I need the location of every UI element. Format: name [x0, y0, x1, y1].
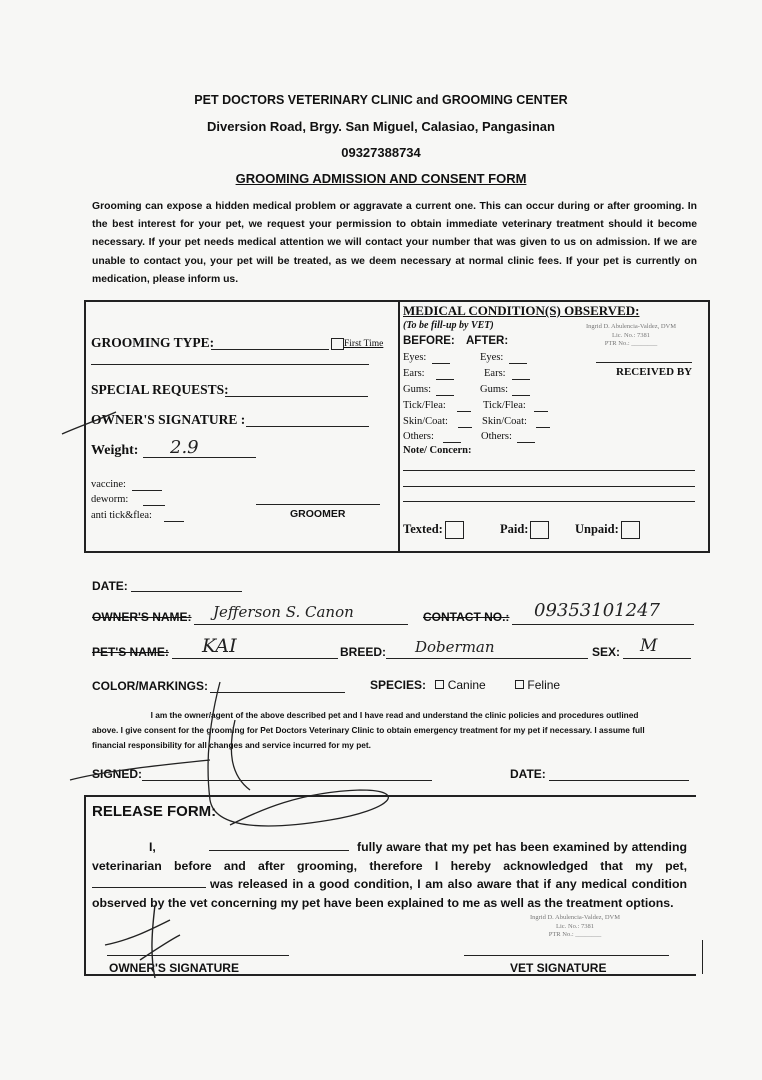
deworm-label: deworm: [91, 494, 129, 505]
note-line-1[interactable] [403, 470, 695, 471]
grooming-type-label: GROOMING TYPE: [91, 335, 215, 350]
stamp-lic: Lic. No.: 7381 [612, 331, 650, 339]
paid-label: Paid: [500, 521, 529, 536]
feline-checkbox[interactable] [515, 680, 524, 689]
consent-line-3: financial responsibility for all changes and service incurred for my pet. [92, 740, 371, 750]
after-others-field[interactable] [517, 442, 535, 443]
note-label: Note/ Concern: [403, 445, 472, 456]
release-owner-name-field[interactable] [209, 838, 349, 851]
paid-checkbox[interactable] [530, 521, 549, 539]
sex-label: SEX: [592, 645, 621, 659]
feline-label: Feline [527, 678, 561, 692]
owner-name-field[interactable] [194, 624, 408, 625]
owner-name-label: OWNER'S NAME: [92, 610, 192, 624]
before-others-field[interactable] [443, 442, 461, 443]
form-title: GROOMING ADMISSION AND CONSENT FORM [235, 171, 527, 186]
unpaid-checkbox[interactable] [621, 521, 640, 539]
sex-value: M [640, 636, 658, 656]
before-skin-coat-field[interactable] [458, 427, 472, 428]
release-left-border [84, 795, 86, 976]
date-field[interactable] [131, 591, 242, 592]
before-eyes: Eyes: [403, 352, 427, 363]
medical-subtitle: (To be fill-up by VET) [403, 320, 494, 331]
before-gums-field[interactable] [436, 395, 454, 396]
clinic-phone: 09327388734 [341, 145, 421, 160]
species-label: SPECIES: [370, 678, 427, 692]
first-time-checkbox[interactable] [331, 338, 344, 350]
received-by-label: RECEIVED BY [616, 366, 693, 378]
release-signature-scribble [100, 900, 210, 980]
consent-date-field[interactable] [549, 780, 689, 781]
breed-field[interactable] [386, 658, 588, 659]
before-ears: Ears: [403, 368, 425, 379]
stamp-name-2: Ingrid D. Abulencia-Valdez, DVM [529, 914, 621, 921]
note-line-3[interactable] [403, 501, 695, 502]
owner-name-value: Jefferson S. Canon [213, 603, 354, 621]
special-requests-field[interactable] [225, 396, 368, 397]
color-markings-label: COLOR/MARKINGS: [92, 679, 208, 693]
grooming-type-field[interactable] [211, 349, 329, 350]
after-skin-coat: Skin/Coat: [482, 416, 527, 427]
sex-field[interactable] [623, 658, 691, 659]
release-title: RELEASE FORM: [92, 803, 217, 820]
before-eyes-field[interactable] [432, 363, 450, 364]
after-label: AFTER: [466, 335, 509, 347]
special-requests-label: SPECIAL REQUESTS: [91, 382, 229, 397]
paid-status [500, 521, 549, 539]
contact-value: 09353101247 [534, 600, 660, 621]
contact-label: CONTACT NO.: [423, 610, 510, 624]
tick-flea-label: anti tick&flea: [91, 510, 152, 521]
texted-status [403, 521, 464, 539]
release-owner-signature-label: OWNER'S SIGNATURE [109, 961, 239, 975]
pet-name-value: KAI [202, 635, 237, 657]
before-tick-flea-field[interactable] [457, 411, 471, 412]
release-text-2: was released in a good condition, I am also aware that if any medical condition observed by the vet concerning my pet have been explained to me as well as the treatment options. [92, 877, 687, 910]
release-text-1: fully aware that my pet has been examined by attending veterinarian before and after grooming, therefore I hereby acknowledged that my pet, [92, 840, 687, 873]
texted-checkbox[interactable] [445, 521, 464, 539]
received-by-line[interactable] [596, 362, 692, 363]
after-gums-field[interactable] [512, 395, 530, 396]
clinic-name: PET DOCTORS VETERINARY CLINIC and GROOMING CENTER [194, 93, 568, 107]
after-ears-field[interactable] [512, 379, 530, 380]
release-top-border [84, 795, 696, 797]
pet-name-label: PET'S NAME: [92, 645, 169, 659]
before-label: BEFORE: [403, 335, 455, 347]
weight-value: 2.9 [170, 437, 199, 458]
first-time-label: First Time [344, 339, 384, 349]
unpaid-label: Unpaid: [575, 521, 619, 536]
canine-checkbox[interactable] [435, 680, 444, 689]
groomer-line[interactable] [256, 504, 380, 505]
stamp-ptr-2: PTR No.: ________ [548, 931, 602, 938]
release-pet-name-field[interactable] [92, 875, 206, 888]
release-i: I, [149, 840, 156, 854]
after-eyes: Eyes: [480, 352, 504, 363]
canine-label: Canine [447, 678, 486, 692]
signed-label: SIGNED: [92, 767, 143, 781]
stamp-name: Ingrid D. Abulencia-Valdez, DVM [585, 323, 677, 330]
tick-flea-field[interactable] [164, 521, 184, 522]
owner-signature-label: OWNER'S SIGNATURE : [91, 412, 246, 427]
pet-name-field[interactable] [172, 658, 338, 659]
consent-line-2: above. I give consent for the grooming for Pet Doctors Veterinary Clinic to obtain emergency treatment for my pet if necessary. I assume full [92, 725, 645, 735]
deworm-field[interactable] [143, 505, 165, 506]
groomer-label: GROOMER [290, 508, 346, 520]
box-divider [398, 302, 400, 552]
consent-date-label: DATE: [510, 767, 546, 781]
vet-signature-line[interactable] [464, 955, 669, 956]
release-right-border [702, 940, 703, 974]
before-tick-flea: Tick/Flea: [403, 400, 446, 411]
unpaid-status [575, 521, 640, 539]
clinic-address: Diversion Road, Brgy. San Miguel, Calasiao, Pangasinan [207, 119, 555, 134]
consent-line-1: I am the owner/agent of the above described pet and I have read and understand the clinic policies and procedures outlined [150, 710, 639, 720]
before-gums: Gums: [403, 384, 432, 395]
stamp-lic-2: Lic. No.: 7381 [556, 922, 594, 930]
weight-label: Weight: [91, 443, 139, 458]
weight-field[interactable] [143, 457, 256, 458]
signature-scribble [60, 408, 120, 438]
vaccine-label: vaccine: [91, 479, 126, 490]
after-ears: Ears: [484, 368, 506, 379]
vet-signature-label: VET SIGNATURE [510, 961, 607, 975]
vet-stamp-bottom [525, 914, 625, 940]
before-skin-coat: Skin/Coat: [403, 416, 448, 427]
contact-field[interactable] [512, 624, 694, 625]
vet-stamp-top [582, 323, 680, 349]
owner-signature-field[interactable] [246, 426, 369, 427]
after-skin-coat-field[interactable] [536, 427, 550, 428]
grooming-type-field-2[interactable] [91, 364, 369, 365]
stamp-ptr-label: PTR No.: [604, 340, 630, 347]
breed-value: Doberman [415, 638, 495, 656]
note-line-2[interactable] [403, 486, 695, 487]
texted-label: Texted: [403, 521, 443, 536]
intro-paragraph: Grooming can expose a hidden medical problem or aggravate a current one. This can occur during or after grooming. In the best interest for your pet, we request your permission to obtain immediate veterinary treatment should it become necessary. If your pet needs medical attention we will contact your number that was given to us on admission. If we are unable to contact you, your pet will be treated, as we deem necessary at normal clinic fees. If your pet is currently on medication, please inform us. [92, 201, 697, 285]
stamp-ptr-label-2: PTR No.: [548, 931, 574, 938]
date-label: DATE: [92, 579, 128, 593]
before-others: Others: [403, 431, 434, 442]
breed-label: BREED: [340, 645, 387, 659]
before-ears-field[interactable] [436, 379, 454, 380]
after-tick-flea: Tick/Flea: [483, 400, 526, 411]
after-tick-flea-field[interactable] [534, 411, 548, 412]
medical-title: MEDICAL CONDITION(S) OBSERVED: [403, 303, 640, 318]
after-gums: Gums: [480, 384, 509, 395]
stamp-ptr: PTR No.: ________ [604, 340, 658, 347]
after-others: Others: [481, 431, 512, 442]
after-eyes-field[interactable] [509, 363, 527, 364]
vaccine-field[interactable] [132, 490, 162, 491]
